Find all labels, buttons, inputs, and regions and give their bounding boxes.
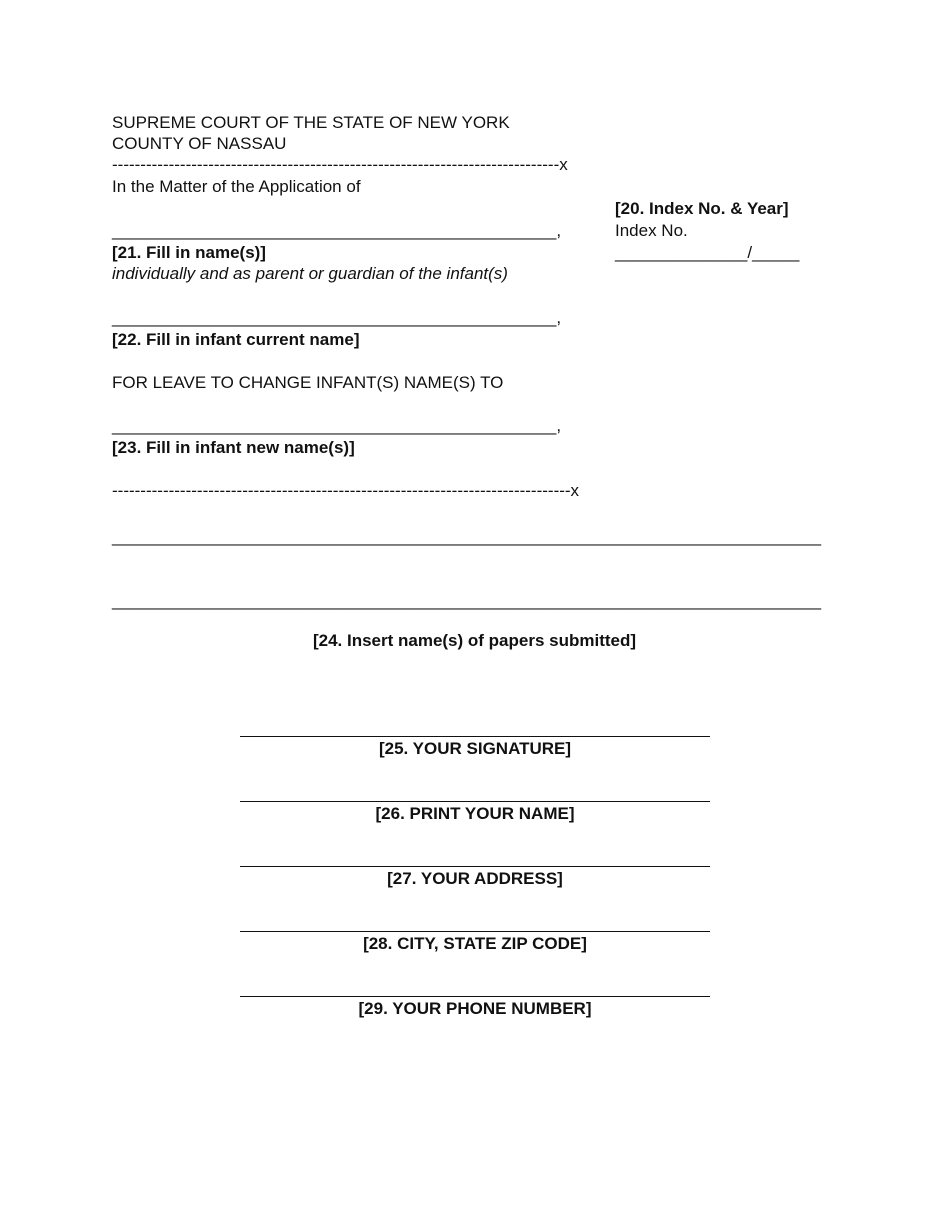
infant-new-name-field[interactable]: _______________________________________________, xyxy=(112,416,562,435)
applicant-name-label: [21. Fill in name(s)] xyxy=(112,243,266,262)
county-name: COUNTY OF NASSAU xyxy=(112,134,287,153)
applicant-role-text: individually and as parent or guardian of the infant(s) xyxy=(112,264,508,283)
print-name-label: [26. PRINT YOUR NAME] xyxy=(375,804,575,823)
infant-current-name-field[interactable]: _______________________________________________, xyxy=(112,308,562,327)
leave-to-change-text: FOR LEAVE TO CHANGE INFANT(S) NAME(S) TO xyxy=(112,373,504,392)
caption-border-top: -------------------------------------------------------------------------------x xyxy=(112,155,568,174)
signature-label: [25. YOUR SIGNATURE] xyxy=(378,739,572,758)
infant-current-name-label: [22. Fill in infant current name] xyxy=(112,330,360,349)
signature-line[interactable] xyxy=(240,736,710,737)
papers-line-2[interactable]: ___________________________________________________________________________ xyxy=(112,591,822,610)
papers-label: [24. Insert name(s) of papers submitted] xyxy=(312,631,637,650)
address-label: [27. YOUR ADDRESS] xyxy=(387,869,563,888)
index-number-field[interactable]: ______________/_____ xyxy=(615,243,800,262)
court-name: SUPREME COURT OF THE STATE OF NEW YORK xyxy=(112,113,510,132)
phone-number-line[interactable] xyxy=(240,996,710,997)
print-name-line[interactable] xyxy=(240,801,710,802)
index-number-sublabel: Index No. xyxy=(615,221,688,240)
matter-intro: In the Matter of the Application of xyxy=(112,177,361,196)
applicant-name-field[interactable]: _______________________________________________, xyxy=(112,221,562,240)
city-state-zip-label: [28. CITY, STATE ZIP CODE] xyxy=(363,934,587,953)
city-state-zip-line[interactable] xyxy=(240,931,710,932)
papers-line-1[interactable]: ___________________________________________________________________________ xyxy=(112,527,822,546)
phone-number-label: [29. YOUR PHONE NUMBER] xyxy=(358,999,592,1018)
index-number-label: [20. Index No. & Year] xyxy=(615,199,789,218)
infant-new-name-label: [23. Fill in infant new name(s)] xyxy=(112,438,355,457)
address-line[interactable] xyxy=(240,866,710,867)
caption-border-bottom: ---------------------------------------------------------------------------------x xyxy=(112,481,580,500)
